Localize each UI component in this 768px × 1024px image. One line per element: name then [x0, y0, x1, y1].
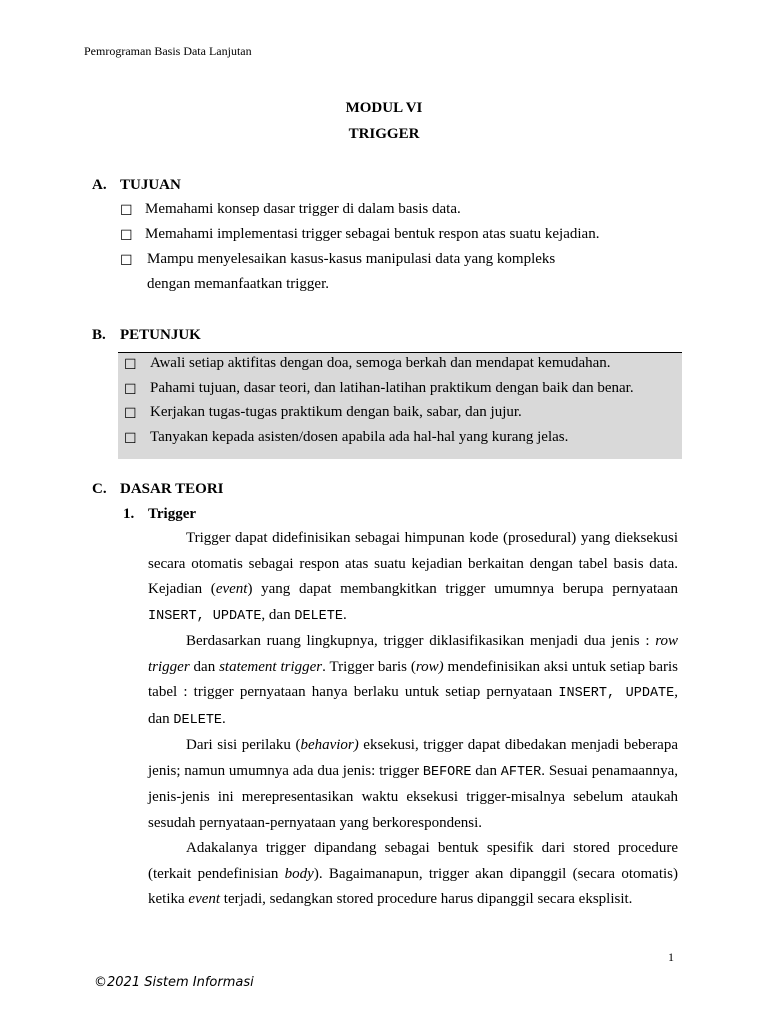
checkbox-icon: ☐	[124, 406, 137, 422]
checkbox-icon: ☐	[124, 431, 137, 447]
objective-item: Mampu menyelesaikan kasus-kasus manipulasi data yang kompleks	[147, 251, 556, 267]
checkbox-icon: ☐	[124, 382, 137, 398]
objective-item: Memahami konsep dasar trigger di dalam basis data.	[145, 201, 461, 217]
section-b-title: PETUNJUK	[120, 327, 201, 343]
section-c-title: DASAR TEORI	[120, 481, 224, 497]
subsection-title: Trigger	[148, 506, 197, 522]
instruction-item: Awali setiap aktifitas dengan doa, semoga berkah dan mendapat kemudahan.	[150, 355, 611, 371]
instruction-item: Tanyakan kepada asisten/dosen apabila ada hal-hal yang kurang jelas.	[150, 429, 569, 445]
instruction-item: Kerjakan tugas-tugas praktikum dengan baik, sabar, dan jujur.	[150, 404, 522, 420]
module-number: MODUL VI	[345, 100, 423, 116]
paragraph-scope: Berdasarkan ruang lingkupnya, trigger diklasifikasikan menjadi dua jenis : row trigger dan statement trigger. Trigger baris (row) mendefinisikan aksi untuk setiap baris tabel : trigger pernyataan hanya berlaku untuk setiap pernyataan INSERT, UPDATE, dan DELETE.	[148, 633, 679, 728]
subsection-number: 1.	[123, 506, 135, 522]
page-footer: ©2021 Sistem Informasi	[94, 975, 254, 990]
section-c-letter: C.	[92, 481, 107, 497]
checkbox-icon: ☐	[120, 203, 133, 219]
module-title: TRIGGER	[348, 126, 420, 142]
paragraph-stored-procedure: Adakalanya trigger dipandang sebagai bentuk spesifik dari stored procedure (terkait pendefinisian body). Bagaimanapun, trigger akan dipanggil (secara otomatis) ketika event terjadi, sedangkan stored procedure harus dipanggil secara eksplisit.	[148, 840, 678, 907]
paragraph-definition: Trigger dapat didefinisikan sebagai himpunan kode (prosedural) yang dieksekusi secara otomatis sebagai respon atas suatu kejadian berkaitan dengan tabel basis data. Kejadian (event) yang dapat membangkitkan trigger umumnya berupa pernyataan INSERT, UPDATE, dan DELETE.	[148, 530, 679, 624]
checkbox-icon: ☐	[124, 357, 137, 373]
section-a-title: TUJUAN	[120, 177, 181, 193]
checkbox-icon: ☐	[120, 253, 133, 269]
instruction-item: Pahami tujuan, dasar teori, dan latihan-latihan praktikum dengan baik dan benar.	[150, 380, 634, 396]
section-b-letter: B.	[92, 327, 106, 343]
objective-item: Memahami implementasi trigger sebagai bentuk respon atas suatu kejadian.	[145, 226, 600, 242]
objective-item-continuation: dengan memanfaatkan trigger.	[147, 276, 330, 292]
checkbox-icon: ☐	[120, 228, 133, 244]
paragraph-behavior: Dari sisi perilaku (behavior) eksekusi, trigger dapat dibedakan menjadi beberapa jenis; namun umumnya ada dua jenis: trigger BEFORE dan AFTER. Sesuai penamaannya, jenis-jenis ini merepresentasikan waktu eksekusi trigger-misalnya sebelum ataukah sesudah pernyataan-pernyataan yang berkorespondensi.	[148, 737, 678, 831]
section-a-letter: A.	[92, 177, 107, 193]
page-number: 1	[668, 950, 674, 964]
theory-body	[148, 526, 678, 913]
page-header: Pemrograman Basis Data Lanjutan	[84, 44, 252, 58]
